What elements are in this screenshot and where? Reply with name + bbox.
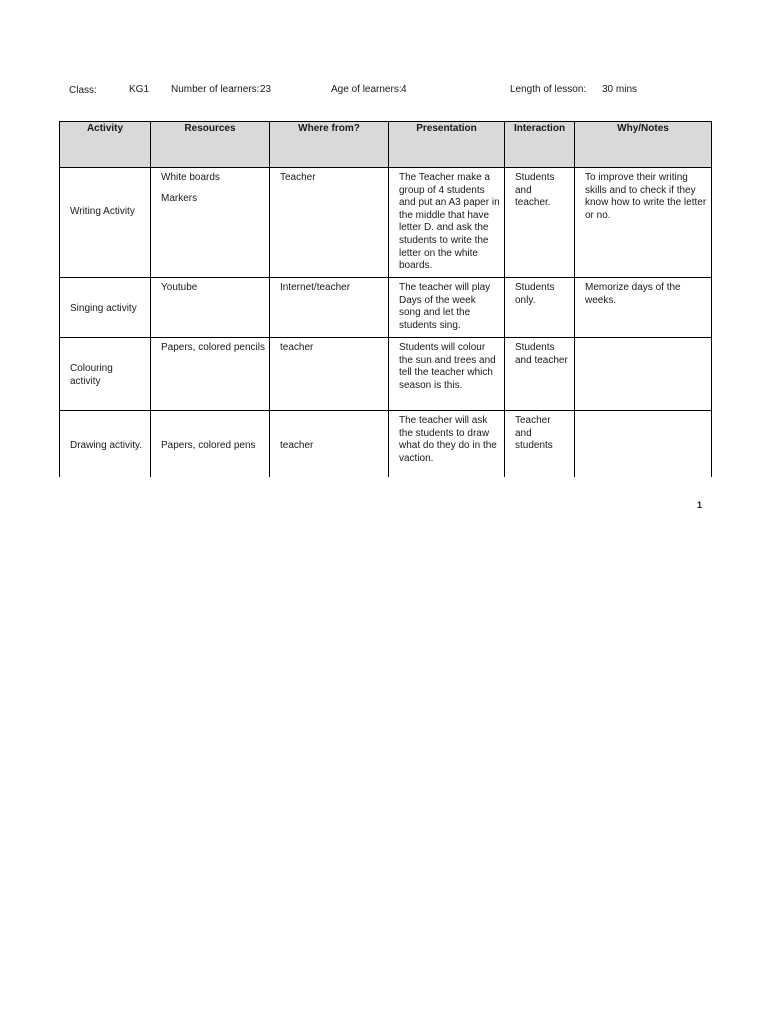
interaction-cell: Students and teacher — [505, 338, 575, 411]
interaction-cell: Teacher and students — [505, 411, 575, 478]
presentation-cell: The teacher will ask the students to draw what do they do in the vaction. — [389, 411, 505, 478]
table-row — [60, 411, 712, 478]
where-cell: teacher — [270, 411, 389, 478]
where-cell: Internet/teacher — [270, 278, 389, 338]
length-value: 30 mins — [602, 84, 638, 95]
resource-item: White boards — [161, 172, 220, 183]
resource-item: Markers — [161, 192, 198, 204]
header-why-notes: Why/Notes — [575, 122, 712, 168]
resource-item: Papers, colored pens — [161, 439, 256, 451]
notes-cell: To improve their writing skills and to check if they know how to write the letter or no. — [575, 168, 712, 278]
class-value: KG1 — [129, 84, 150, 95]
resource-item: Papers, colored pencils — [161, 342, 265, 353]
resources-cell — [151, 278, 270, 338]
learners-label: Number of learners: — [171, 84, 260, 95]
resources-cell — [151, 338, 270, 411]
table-row — [60, 278, 712, 338]
notes-cell: Memorize days of the weeks. — [575, 278, 712, 338]
table-row — [60, 338, 712, 411]
header-where-from: Where from? — [270, 122, 389, 168]
resource-item: Youtube — [161, 282, 198, 293]
activity-cell: Drawing activity. — [60, 411, 151, 478]
learners-value: 23 — [260, 84, 272, 95]
class-label: Class: — [69, 85, 97, 96]
presentation-cell: Students will colour the sun and trees and tell the teacher which season is this. — [389, 338, 505, 411]
activity-cell: Singing activity — [60, 278, 151, 338]
lesson-plan-table — [59, 121, 712, 477]
resources-cell — [151, 168, 270, 278]
header-resources: Resources — [151, 122, 270, 168]
resources-cell — [151, 411, 270, 478]
length-label: Length of lesson: — [510, 84, 587, 95]
header-presentation: Presentation — [389, 122, 505, 168]
age-label: Age of learners: — [331, 84, 402, 95]
notes-cell — [575, 338, 712, 411]
activity-cell: Colouring activity — [60, 338, 151, 411]
interaction-cell: Students and teacher. — [505, 168, 575, 278]
where-cell: teacher — [270, 338, 389, 411]
table-header-row — [60, 122, 712, 168]
notes-cell — [575, 411, 712, 478]
page-number: 1 — [697, 500, 703, 510]
presentation-cell: The Teacher make a group of 4 students and put an A3 paper in the middle that have letter D. and ask the students to write the letter on the white boards. — [389, 168, 505, 278]
age-value: 4 — [401, 84, 407, 95]
activity-text: Writing Activity — [70, 206, 135, 218]
table-row — [60, 168, 712, 278]
interaction-cell: Students only. — [505, 278, 575, 338]
header-interaction: Interaction — [505, 122, 575, 168]
activity-cell — [60, 168, 151, 278]
where-cell: Teacher — [270, 168, 389, 278]
header-activity: Activity — [60, 122, 151, 168]
presentation-cell: The teacher will play Days of the week song and let the students sing. — [389, 278, 505, 338]
